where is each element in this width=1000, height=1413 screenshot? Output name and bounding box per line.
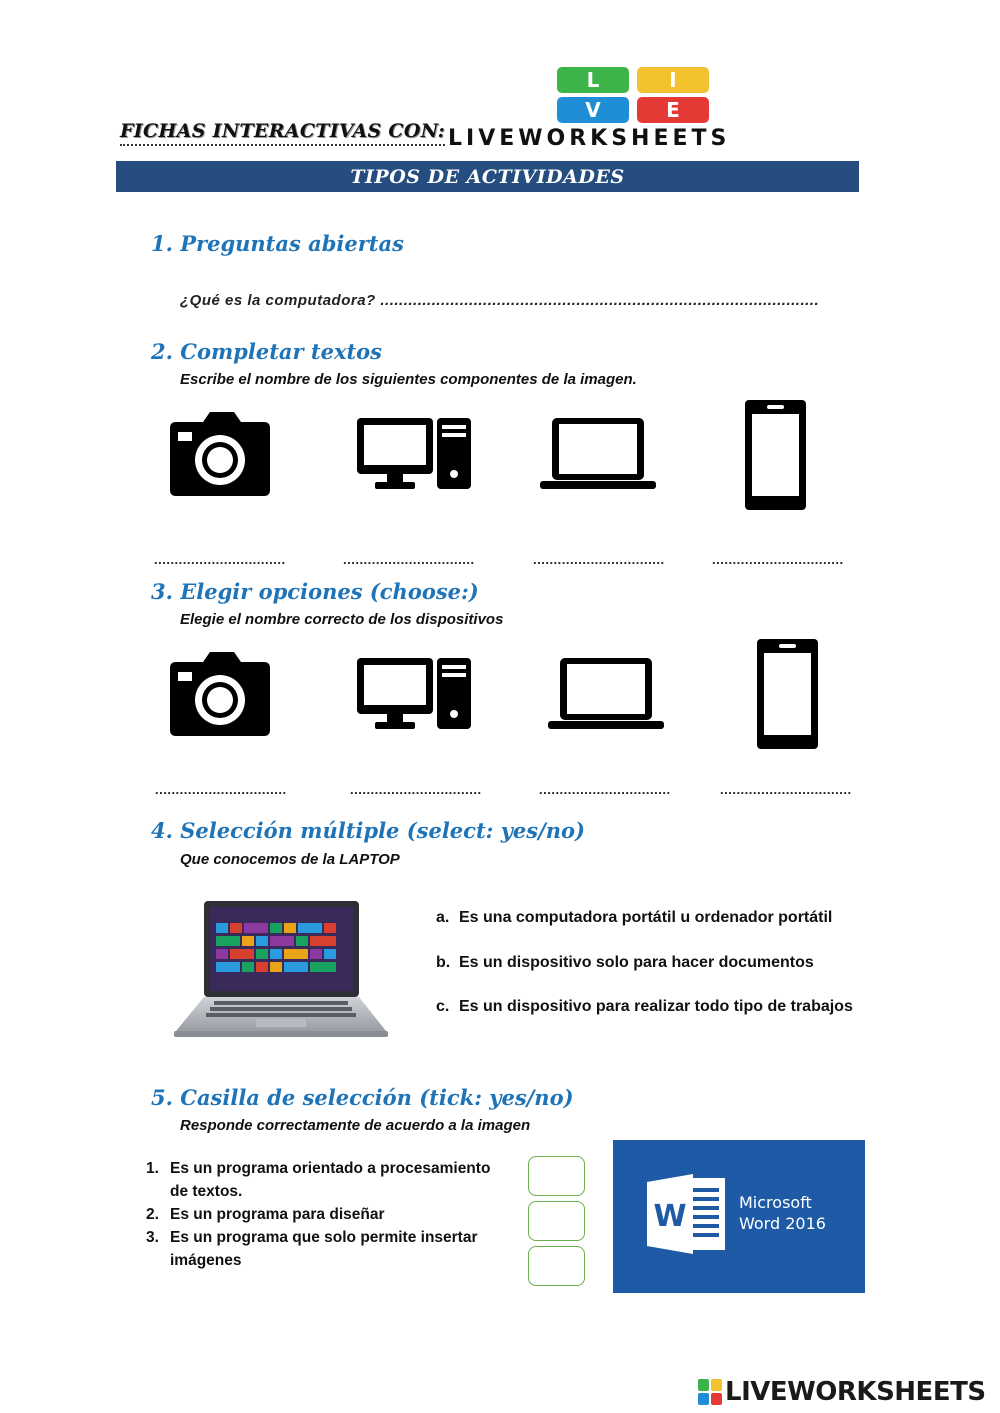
- item-text: Es un programa que solo permite insertar imágenes: [170, 1229, 478, 1269]
- choose-answer-1[interactable]: ................................: [155, 782, 287, 797]
- blank-answer-1[interactable]: ................................: [154, 552, 286, 567]
- section-5-title: 5. Casilla de selección (tick: yes/no): [151, 1085, 574, 1110]
- option-a[interactable]: [436, 909, 832, 927]
- blank-answer-4[interactable]: ................................: [712, 552, 844, 567]
- choose-answer-2[interactable]: ................................: [350, 782, 482, 797]
- section-2-subtitle: Escribe el nombre de los siguientes componentes de la imagen.: [180, 371, 637, 388]
- section-3-subtitle: Elegie el nombre correcto de los dispositivos: [180, 611, 504, 628]
- logo-tile-l: L: [557, 67, 629, 93]
- blank-answer-3[interactable]: ................................: [533, 552, 665, 567]
- option-letter: b.: [436, 954, 451, 971]
- option-text: Es un dispositivo para realizar todo tipo de trabajos: [459, 998, 853, 1015]
- choose-answer-4[interactable]: ................................: [720, 782, 852, 797]
- section-2-title: 2. Completar textos: [151, 339, 382, 364]
- option-b[interactable]: [436, 954, 814, 972]
- list-item: [146, 1203, 526, 1226]
- list-item: [146, 1226, 526, 1272]
- liveworksheets-logo-tiles: [557, 67, 710, 125]
- logo-tile-e: E: [637, 97, 709, 123]
- item-text: Es un programa para diseñar: [170, 1206, 385, 1223]
- desktop-computer-icon: [357, 658, 471, 730]
- svg-text:W: W: [653, 1199, 687, 1234]
- laptop-icon: [540, 418, 656, 490]
- tick-box-3[interactable]: [528, 1246, 585, 1286]
- word-icon: [647, 1172, 729, 1256]
- tick-box-1[interactable]: [528, 1156, 585, 1196]
- option-letter: c.: [436, 998, 450, 1015]
- footer-brand: [698, 1377, 986, 1407]
- option-letter: a.: [436, 909, 450, 926]
- section-4-title: 4. Selección múltiple (select: yes/no): [151, 818, 585, 843]
- logo-tile-i: I: [637, 67, 709, 93]
- laptop-icon: [548, 658, 664, 730]
- logo-tile-v: V: [557, 97, 629, 123]
- section-3-title: 3. Elegir opciones (choose:): [151, 579, 479, 604]
- footer-wordmark: LIVEWORKSHEETS: [725, 1377, 986, 1407]
- word-2016-logo: [613, 1140, 865, 1293]
- header-title: FICHAS INTERACTIVAS CON:: [120, 120, 445, 146]
- choose-answer-3[interactable]: ................................: [539, 782, 671, 797]
- smartphone-icon: [745, 400, 806, 510]
- activities-banner: TIPOS DE ACTIVIDADES: [116, 161, 859, 192]
- option-text: Es un dispositivo solo para hacer documentos: [459, 954, 814, 971]
- section-5-subtitle: Responde correctamente de acuerdo a la imagen: [180, 1117, 531, 1134]
- item-number: 3.: [146, 1229, 159, 1246]
- word-logo-line1: Microsoft: [739, 1193, 812, 1212]
- option-text: Es una computadora portátil u ordenador portátil: [459, 909, 833, 926]
- item-number: 2.: [146, 1206, 159, 1223]
- laptop-photo-icon: [174, 899, 388, 1039]
- logo-wordmark: LIVEWORKSHEETS: [448, 126, 731, 151]
- liveworksheets-mini-logo-icon: [698, 1379, 722, 1405]
- camera-icon: [170, 412, 270, 496]
- desktop-computer-icon: [357, 418, 471, 490]
- camera-icon: [170, 652, 270, 736]
- section-1-title: 1. Preguntas abiertas: [151, 231, 404, 256]
- section-4-subtitle: Que conocemos de la LAPTOP: [180, 851, 400, 868]
- smartphone-icon: [757, 639, 818, 749]
- option-c[interactable]: [436, 998, 853, 1016]
- word-logo-line2: Word 2016: [739, 1214, 826, 1233]
- tick-box-2[interactable]: [528, 1201, 585, 1241]
- item-number: 1.: [146, 1160, 159, 1177]
- open-question[interactable]: ¿Qué es la computadora? ..............................................................................................: [180, 292, 820, 309]
- item-text: Es un programa orientado a procesamiento de textos.: [170, 1160, 491, 1200]
- list-item: [146, 1157, 526, 1203]
- blank-answer-2[interactable]: ................................: [343, 552, 475, 567]
- word-logo-text: [739, 1192, 826, 1234]
